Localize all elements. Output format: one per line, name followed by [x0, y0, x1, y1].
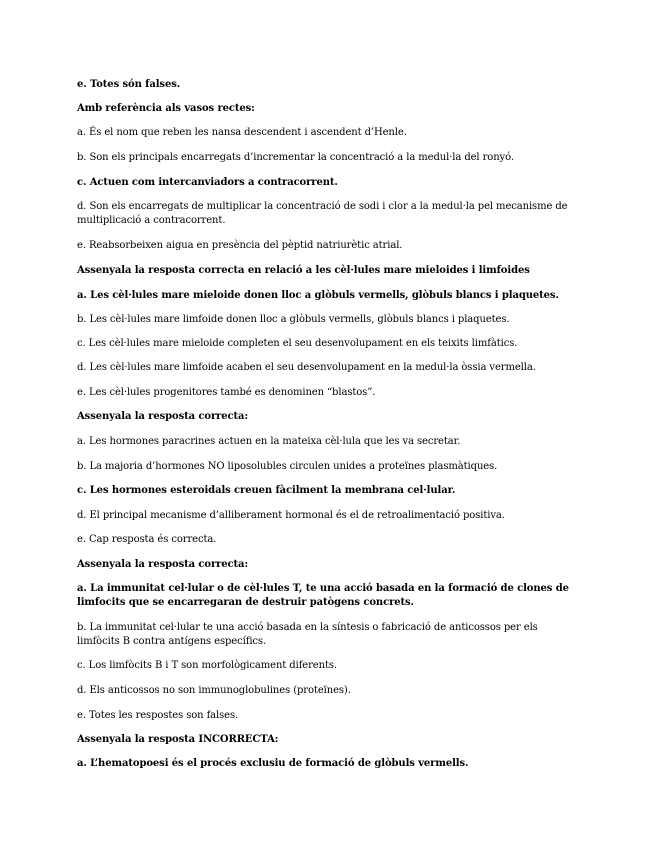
- answer-b-line: b. Les cèl·lules mare limfoide donen lloc a glòbuls vermells, glòbuls blancs i plaquetes.: [77, 314, 510, 325]
- answer-c-line: c. Actuen com intercanviadors a contracorrent.: [77, 177, 338, 188]
- answer-e-line: e. Reabsorbeixen aigua en presència del pèptid natriurètic atrial.: [77, 240, 403, 251]
- answer-d-line: d. El principal mecanisme d’alliberament hormonal és el de retroalimentació positiva.: [77, 510, 505, 521]
- answer-b-line: b. Son els principals encarregats d’incrementar la concentració a la medul·la del ronyó.: [77, 152, 514, 163]
- answer-a-line: a. Les hormones paracrines actuen en la mateixa cèl·lula que les va secretar.: [77, 436, 461, 447]
- answer-d-line: d. Les cèl·lules mare limfoide acaben el seu desenvolupament en la medul·la òssia vermella.: [77, 362, 536, 373]
- answer-d-line: d. Els anticossos no son immunoglobulines (proteïnes).: [77, 685, 351, 696]
- answer-b-line: b. La immunitat cel·lular te una acció basada en la síntesis o fabricació de anticossos per els limfòcits B contra antígens específics.: [77, 622, 538, 647]
- answer-a-line: a. La immunitat cel·lular o de cèl·lules T, te una acció basada en la formació de clones de limfocits que se encarregaran de destruir patògens concrets.: [77, 583, 569, 608]
- answer-a-line: a. L’hematopoesi és el procés exclusiu de formació de glòbuls vermells.: [77, 758, 469, 769]
- answer-e-line: e. Totes les respostes son falses.: [77, 710, 239, 721]
- answer-c-line: c. Les cèl·lules mare mieloide completen el seu desenvolupament en els teixits limfàtics.: [77, 338, 518, 349]
- answer-c-line: c. Les hormones esteroidals creuen fàcilment la membrana cel·lular.: [77, 485, 456, 496]
- answer-c-line: c. Los limfòcits B i T son morfològicament diferents.: [77, 660, 337, 671]
- question-heading: Assenyala la resposta INCORRECTA:: [77, 734, 279, 745]
- answer-e-line: e. Totes són falses.: [77, 79, 181, 90]
- answer-e-line: e. Cap resposta és correcta.: [77, 534, 217, 545]
- answer-a-line: a. És el nom que reben les nansa descendent i ascendent d’Henle.: [77, 127, 407, 138]
- answer-e-line: e. Les cèl·lules progenitores també es denominen “blastos”.: [77, 387, 376, 398]
- answer-b-line: b. La majoria d’hormones NO liposolubles circulen unides a proteïnes plasmàtiques.: [77, 461, 498, 472]
- question-heading: Assenyala la resposta correcta en relació a les cèl·lules mare mieloides i limfoides: [77, 265, 530, 276]
- answer-d-line: d. Son els encarregats de multiplicar la concentració de sodi i clor a la medul·la pel mecanisme de multiplicació a contracorrent.: [77, 201, 568, 226]
- question-heading: Amb referència als vasos rectes:: [77, 103, 255, 114]
- answer-a-line: a. Les cèl·lules mare mieloide donen lloc a glòbuls vermells, glòbuls blancs i plaquetes.: [77, 290, 559, 301]
- question-heading: Assenyala la resposta correcta:: [77, 411, 249, 422]
- question-heading: Assenyala la resposta correcta:: [77, 559, 249, 570]
